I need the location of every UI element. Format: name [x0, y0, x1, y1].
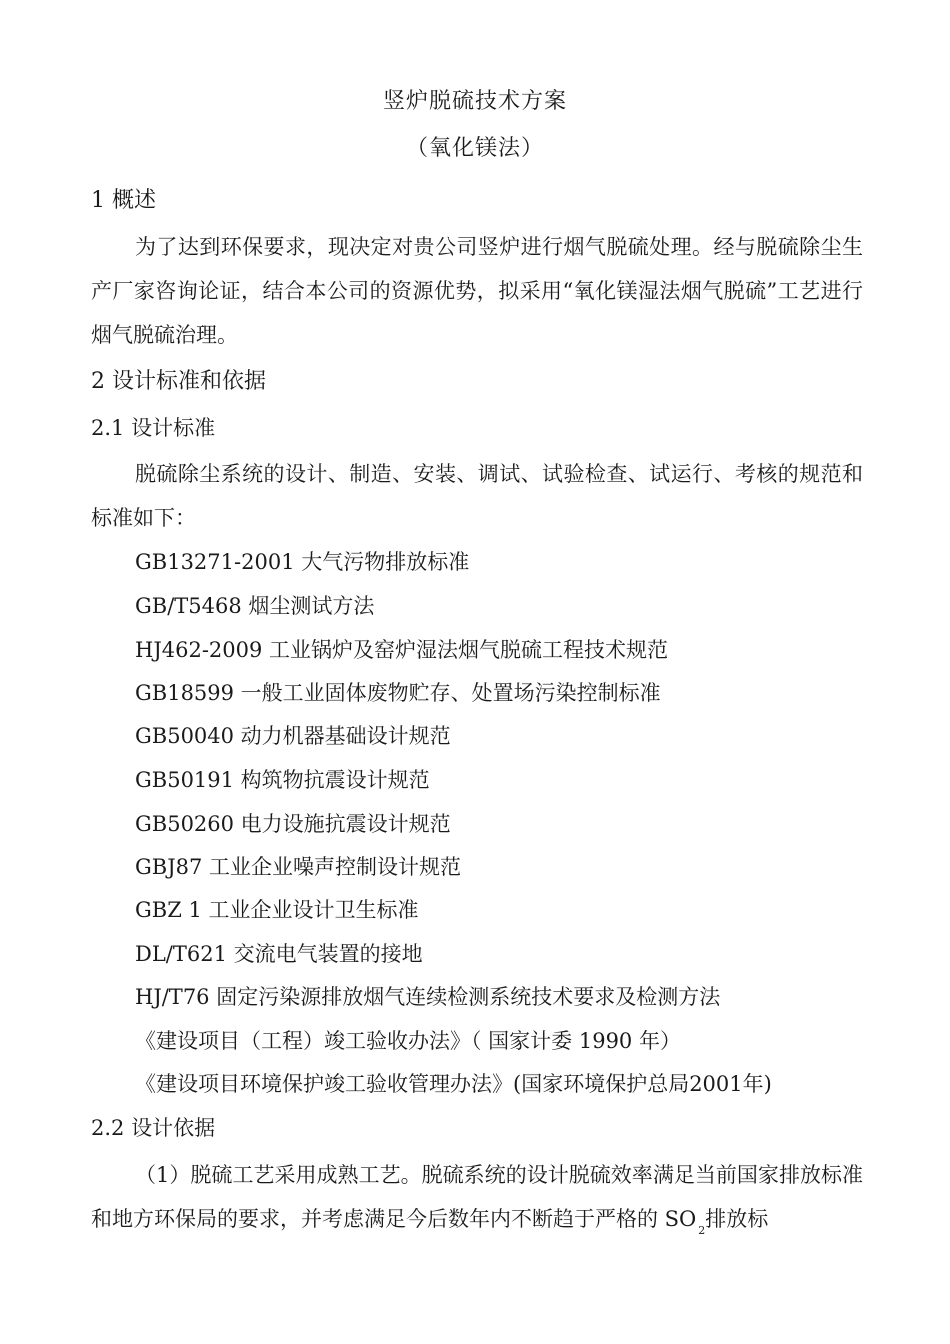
paragraph-text: （1）脱硫工艺采用成熟工艺。脱硫系统的设计脱硫效率满足当前国家排放标准和地方环保局的要求，并考虑满足今后数年内不断趋于严格的 SO: [91, 1163, 863, 1231]
standard-item: 《建设项目环境保护竣工验收管理办法》(国家环境保护总局2001年): [135, 1072, 772, 1096]
standard-item: GB50191 构筑物抗震设计规范: [135, 768, 430, 792]
section-2-2-heading: 2.2 设计依据: [91, 1116, 216, 1140]
section-2-1-intro: 脱硫除尘系统的设计、制造、安装、调试、试验检查、试运行、考核的规范和标准如下：: [91, 462, 863, 530]
paragraph-text-cont: 排放标: [705, 1207, 769, 1231]
standard-item: GBJ87 工业企业噪声控制设计规范: [135, 855, 462, 879]
section-1-paragraph: 为了达到环保要求，现决定对贵公司竖炉进行烟气脱硫处理。经与脱硫除尘生产厂家咨询论证，结合本公司的资源优势，拟采用“氧化镁湿法烟气脱硫”工艺进行烟气脱硫治理。: [91, 235, 863, 347]
standard-item: HJ462-2009 工业锅炉及窑炉湿法烟气脱硫工程技术规范: [135, 638, 669, 662]
section-2-heading: 2 设计标准和依据: [91, 369, 266, 394]
section-1-heading: 1 概述: [91, 188, 156, 213]
standard-item: GB18599 一般工业固体废物贮存、处置场污染控制标准: [135, 681, 661, 705]
so2-subscript: 2: [698, 1224, 706, 1237]
document-subtitle: （氧化镁法）: [405, 136, 544, 161]
standard-item: GB50260 电力设施抗震设计规范: [135, 812, 451, 836]
standard-item: GB13271-2001 大气污物排放标准: [135, 550, 470, 574]
standard-item: GB/T5468 烟尘测试方法: [135, 594, 375, 618]
standard-item: GBZ 1 工业企业设计卫生标准: [135, 898, 419, 922]
standard-item: HJ/T76 固定污染源排放烟气连续检测系统技术要求及检测方法: [135, 985, 721, 1009]
standard-item: 《建设项目（工程）竣工验收办法》（ 国家计委 1990 年）: [135, 1029, 681, 1053]
standard-item: DL/T621 交流电气装置的接地: [135, 942, 423, 966]
document-title: 竖炉脱硫技术方案: [382, 89, 567, 114]
standard-item: GB50040 动力机器基础设计规范: [135, 724, 451, 748]
section-2-1-heading: 2.1 设计标准: [91, 416, 216, 440]
section-2-2-paragraph: [91, 1153, 863, 1253]
